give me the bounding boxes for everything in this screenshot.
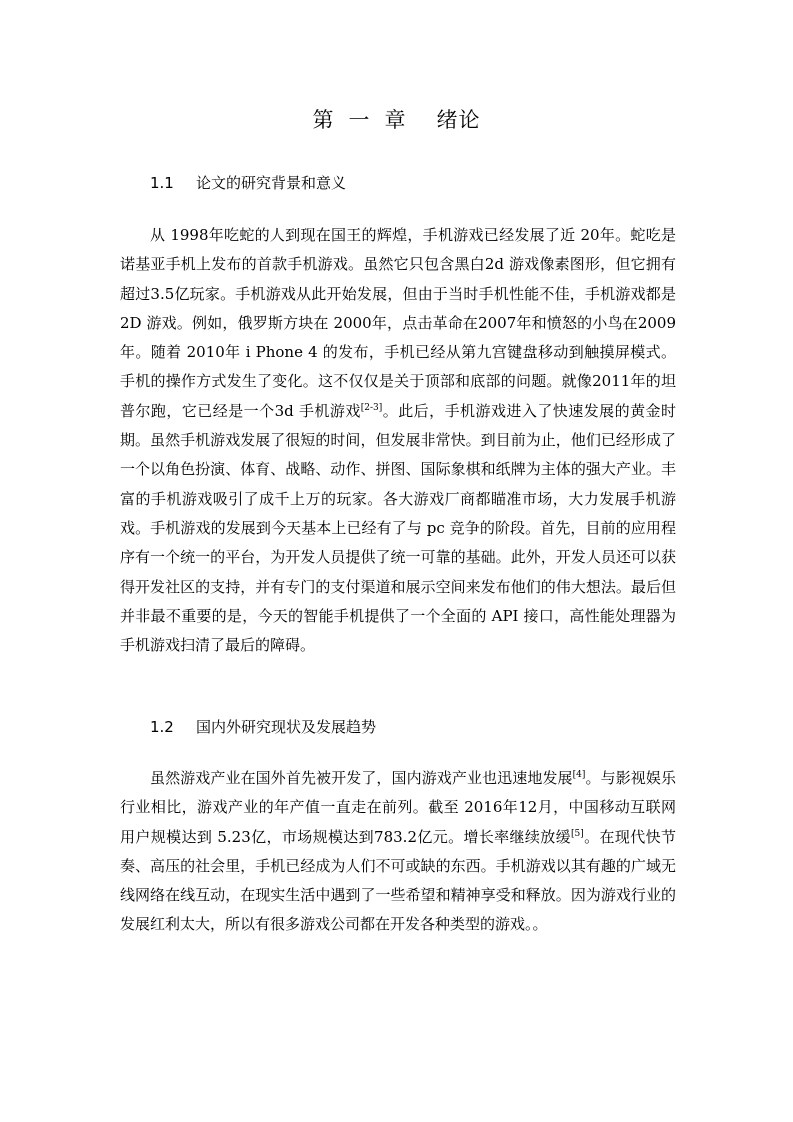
chapter-title (0, 104, 793, 134)
chapter-word-2: 一 (348, 108, 371, 132)
section-heading-1-2 (150, 716, 376, 737)
chapter-name: 绪论 (436, 108, 481, 132)
paragraph-text: 。与影视娱乐行业相比，游戏产业的年产值一直走在前列。截至 2016年12月，中国移动互联网用户规模达到 5.23亿，市场规模达到783.2亿元。增长率继续放缓 (120, 769, 676, 846)
section-title: 论文的研究背景和意义 (196, 174, 347, 192)
chapter-word-1: 第 (312, 108, 335, 132)
citation: [4] (572, 770, 586, 780)
citation: [2-3] (360, 402, 383, 413)
paragraph-text: 虽然游戏产业在国外首先被开发了，国内游戏产业也迅速地发展 (150, 769, 573, 787)
chapter-word-3: 章 (384, 108, 407, 132)
paragraph-text: 从 1998年吃蛇的人到现在国王的辉煌，手机游戏已经发展了近 20年。蛇吃是诺基亚手机上发布的首款手机游戏。虽然它只包含黑白2d 游戏像素图形，但它拥有超过3.5亿玩家。手机游戏从此开始发展，但由于当时手机性能不佳，手机游戏都是2D 游戏。例如，俄罗斯方块在 2000年，点击革命在2007年和愤怒的小鸟在2009年。随着 2010年 i Phone 4 的发布，手机已经从第九宫键盘移动到触摸屏模式。手机的操作方式发生了变化。这不仅仅是关于顶部和底部的问题。就像2011年的坦普尔跑，它已经是一个3d 手机游戏 (120, 226, 676, 420)
section-number: 1.2 (150, 718, 174, 736)
section-number: 1.1 (150, 174, 174, 192)
section-1-1-paragraph (120, 221, 676, 660)
paragraph-text: 。在现代快节奏、高压的社会里，手机已经成为人们不可或缺的东西。手机游戏以其有趣的广域无线网络在线互动，在现实生活中遇到了一些希望和精神享受和释放。因为游戏行业的发展红利太大，所以有很多游戏公司都在开发各种类型的游戏。。 (120, 827, 676, 934)
section-heading-1-1 (150, 172, 346, 193)
paragraph-text: 。此后，手机游戏进入了快速发展的黄金时期。虽然手机游戏发展了很短的时间，但发展非常快。到目前为止，他们已经形成了一个以角色扮演、体育、战略、动作、拼图、国际象棋和纸牌为主体的强大产业。丰富的手机游戏吸引了成千上万的玩家。各大游戏厂商都瞄准市场，大力发展手机游戏。手机游戏的发展到今天基本上已经有了与 pc 竞争的阶段。首先，目前的应用程序有一个统一的平台，为开发人员提供了统一可靠的基础。此外，开发人员还可以获得开发社区的支持，并有专门的支付渠道和展示空间来发布他们的伟大想法。最后但并非最不重要的是，今天的智能手机提供了一个全面的 API 接口，高性能处理器为手机游戏扫清了最后的障碍。 (120, 401, 676, 655)
section-title: 国内外研究现状及发展趋势 (196, 718, 377, 736)
citation: [5] (571, 828, 584, 839)
section-1-2-paragraph (120, 764, 676, 940)
